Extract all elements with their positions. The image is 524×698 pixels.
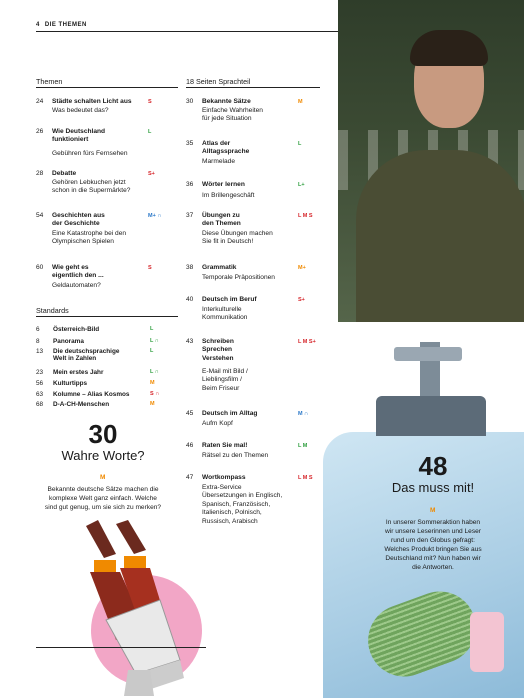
entry-title: D-A-CH-Menschen — [53, 401, 110, 408]
entry-subtitle: Marmelade — [202, 158, 235, 165]
entry-page: 45 — [186, 410, 194, 417]
level-badge: L ∩ — [150, 369, 159, 375]
entry-subtitle: Temporale Präpositionen — [202, 274, 275, 281]
entry-title: Wie geht es eigentlich den ... — [52, 264, 104, 280]
level-badge: S — [148, 265, 152, 271]
entry-subtitle: Rätsel zu den Themen — [202, 452, 269, 459]
entry-subtitle: Extra-Service Übersetzungen in Englisch, Spanisch, Französisch, Italienisch, Polnisch, Russisch, Arabisch — [202, 484, 283, 525]
cover-photo — [338, 0, 524, 322]
level-badge: L — [148, 129, 152, 135]
level-badge: L M S — [298, 475, 313, 481]
entry-title: Debatte — [52, 170, 77, 177]
entry-title: Bekannte Sätze — [202, 98, 251, 105]
entry-page: 37 — [186, 212, 194, 219]
standards-rule — [36, 316, 178, 317]
level-badge: S — [148, 99, 152, 105]
entry-page: 13 — [36, 348, 44, 355]
entry-page: 46 — [186, 442, 194, 449]
entry-page: 28 — [36, 170, 44, 177]
level-badge: L M S+ — [298, 339, 316, 345]
section-title: DIE THEMEN — [44, 22, 87, 28]
entry-subtitle: Interkulturelle Kommunikation — [202, 306, 248, 322]
photo-jacket — [356, 150, 524, 322]
level-badge: L — [298, 141, 302, 147]
page-number: 4 — [36, 22, 40, 28]
entry-page: 38 — [186, 264, 194, 271]
level-badge: M ∩ — [298, 411, 309, 417]
entry-title: Städte schalten Licht aus — [52, 98, 132, 105]
level-badge: M — [150, 380, 155, 386]
level-badge: L — [150, 326, 154, 332]
level-badge: S+ — [148, 171, 155, 177]
entry-title: Geschichten aus der Geschichte — [52, 212, 105, 228]
sprachteil-rule — [186, 87, 320, 88]
feature-title: Das muss mit! — [391, 480, 475, 495]
entry-page: 60 — [36, 264, 44, 271]
entry-title: Wortkompass — [202, 474, 246, 481]
entry-subtitle: Gebühren fürs Fernsehen — [52, 150, 128, 157]
feature-page-number: 48 — [418, 451, 448, 481]
level-badge: S+ — [298, 297, 305, 303]
entry-title: Atlas der Alltagssprache — [202, 140, 250, 156]
sprachteil-heading: 18 Seiten Sprachteil — [186, 77, 251, 86]
entry-title: Kulturtipps — [53, 380, 88, 387]
level-badge: L M S — [298, 213, 313, 219]
entry-page: 43 — [186, 338, 194, 345]
entry-title: Mein erstes Jahr — [53, 369, 104, 376]
entry-title: Raten Sie mal! — [202, 442, 248, 449]
level-badge: L ∩ — [150, 338, 159, 344]
entry-subtitle: Geldautomaten? — [52, 282, 101, 289]
feature-text: In unserer Sommeraktion haben wir unsere Leserinnen und Leser rund um den Globus gefragt: Welches Produkt bringen Sie aus Deutschland mit? Nun haben wir die Antworten. — [384, 519, 482, 571]
entry-page: 68 — [36, 401, 44, 408]
entry-title: Deutsch im Alltag — [202, 410, 258, 417]
header-rule — [36, 31, 338, 32]
entry-page: 47 — [186, 474, 194, 481]
entry-subtitle: Was bedeutet das? — [52, 107, 109, 114]
dispenser-head — [394, 347, 462, 361]
entry-page: 36 — [186, 181, 194, 188]
entry-page: 23 — [36, 369, 44, 376]
feature-title: Wahre Worte? — [61, 448, 145, 463]
level-badge: S ∩ — [150, 391, 160, 397]
level-badge: M+ ∩ — [148, 213, 162, 219]
entry-title: Panorama — [53, 338, 84, 345]
level-badge: M+ — [298, 265, 306, 271]
level-badge: L — [150, 348, 154, 354]
entry-page: 56 — [36, 380, 44, 387]
entry-subtitle: Aufm Kopf — [202, 420, 233, 427]
megaphone-illustration — [76, 520, 196, 696]
level-badge: M — [430, 507, 436, 514]
entry-title: Grammatik — [202, 264, 237, 271]
entry-subtitle: Im Brillengeschäft — [202, 192, 255, 199]
feature-wahre-worte[interactable] — [36, 420, 170, 464]
entry-page: 54 — [36, 212, 44, 219]
entry-page: 40 — [186, 296, 194, 303]
entry-title: Kolumne – Alias Kosmos — [53, 391, 130, 398]
entry-page: 63 — [36, 391, 44, 398]
entry-page: 6 — [36, 326, 40, 333]
entry-page: 35 — [186, 140, 194, 147]
dispenser-bottle — [376, 396, 486, 436]
level-badge: M — [100, 474, 106, 481]
feature-das-muss-mit[interactable] — [366, 452, 500, 496]
entry-title: Österreich-Bild — [53, 326, 100, 333]
feature-text: Bekannte deutsche Sätze machen die komplexe Welt ganz einfach. Welche sind gut genug, um sie sich zu merken? — [44, 486, 162, 511]
level-badge: M — [150, 401, 155, 407]
feature-page-number: 30 — [88, 419, 118, 449]
page-header — [36, 22, 87, 28]
entry-title: Wörter lernen — [202, 181, 245, 188]
entry-subtitle: Eine Katastrophe bei den Olympischen Spielen — [52, 230, 127, 246]
entry-title: Die deutschsprachige Welt in Zahlen — [53, 348, 120, 363]
entry-page: 30 — [186, 98, 194, 105]
themen-heading: Themen — [36, 77, 63, 86]
level-badge: L M — [298, 443, 308, 449]
entry-subtitle: Einfache Wahrheiten für jede Situation — [202, 107, 263, 123]
photo-hair — [410, 30, 488, 66]
entry-title: Wie Deutschland funktioniert — [52, 128, 106, 144]
entry-page: 26 — [36, 128, 44, 135]
pink-bottle-illustration — [470, 612, 504, 672]
bottom-rule — [36, 647, 206, 648]
level-badge: L+ — [298, 182, 305, 188]
entry-title: Schreiben Sprechen Verstehen — [202, 338, 234, 362]
entry-title: Deutsch im Beruf — [202, 296, 257, 303]
level-badge: M — [298, 99, 303, 105]
themen-rule — [36, 87, 178, 88]
standards-heading: Standards — [36, 306, 69, 315]
entry-page: 24 — [36, 98, 44, 105]
entry-subtitle: E-Mail mit Bild / Lieblingsfilm / Beim Friseur — [202, 368, 248, 392]
entry-subtitle: Diese Übungen machen Sie fit in Deutsch! — [202, 230, 273, 246]
entry-page: 8 — [36, 338, 40, 345]
entry-title: Übungen zu den Themen — [202, 212, 241, 228]
entry-subtitle: Gehören Lebkuchen jetzt schon in die Supermärkte? — [52, 179, 131, 195]
